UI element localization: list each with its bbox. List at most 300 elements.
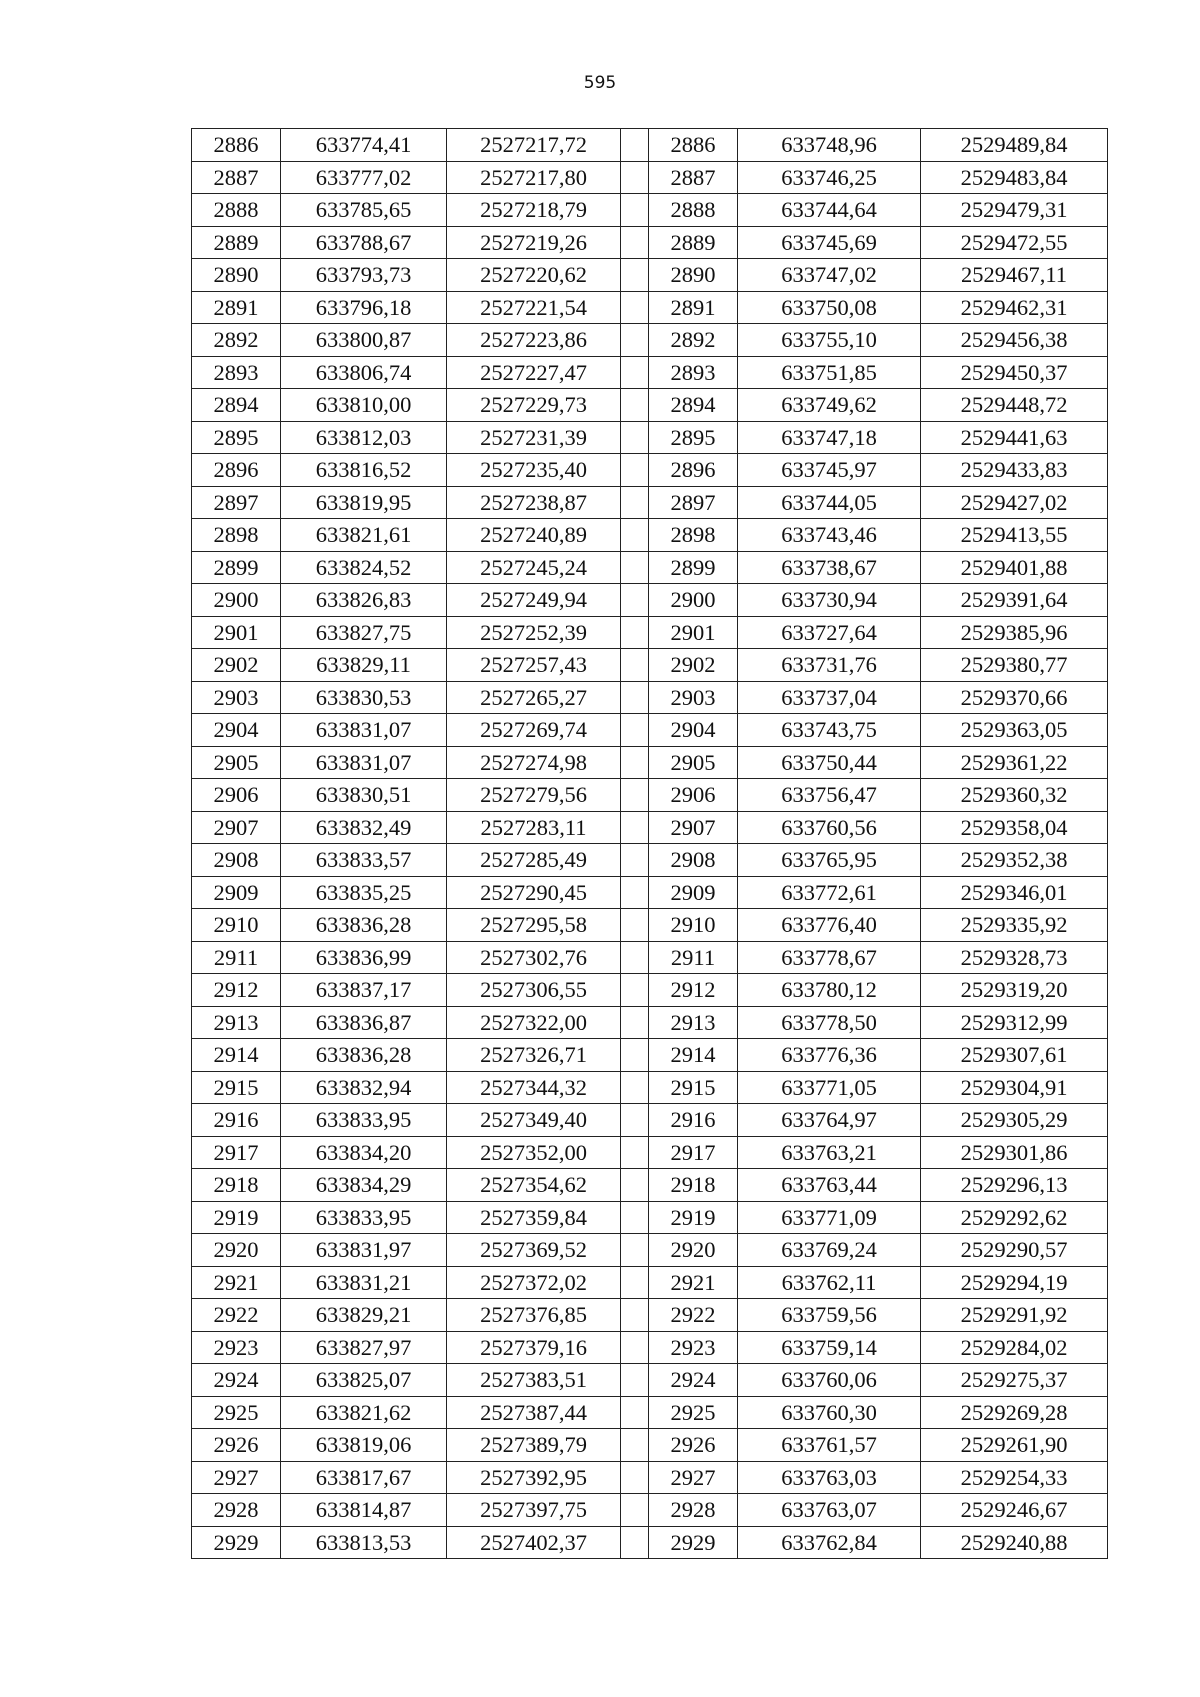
left-y-coordinate-cell: 2527369,52 [447, 1234, 621, 1267]
right-y-coordinate-cell: 2529483,84 [921, 161, 1108, 194]
right-y-coordinate-cell: 2529305,29 [921, 1104, 1108, 1137]
table-row [192, 1494, 1108, 1527]
right-y-coordinate-cell: 2529296,13 [921, 1169, 1108, 1202]
right-point-number-cell: 2901 [649, 616, 738, 649]
right-x-coordinate-cell: 633743,46 [738, 519, 921, 552]
left-x-coordinate-cell: 633826,83 [281, 584, 447, 617]
table-row [192, 616, 1108, 649]
separator-cell [621, 1136, 649, 1169]
left-x-coordinate-cell: 633827,97 [281, 1331, 447, 1364]
left-point-number-cell: 2928 [192, 1494, 281, 1527]
right-x-coordinate-cell: 633778,50 [738, 1006, 921, 1039]
separator-cell [621, 1201, 649, 1234]
right-y-coordinate-cell: 2529284,02 [921, 1331, 1108, 1364]
separator-cell [621, 844, 649, 877]
separator-cell [621, 714, 649, 747]
right-x-coordinate-cell: 633747,02 [738, 259, 921, 292]
left-x-coordinate-cell: 633832,49 [281, 811, 447, 844]
left-point-number-cell: 2921 [192, 1266, 281, 1299]
left-y-coordinate-cell: 2527290,45 [447, 876, 621, 909]
separator-cell [621, 974, 649, 1007]
right-x-coordinate-cell: 633759,56 [738, 1299, 921, 1332]
right-x-coordinate-cell: 633756,47 [738, 779, 921, 812]
table-row [192, 226, 1108, 259]
table-row [192, 1396, 1108, 1429]
separator-cell [621, 551, 649, 584]
left-x-coordinate-cell: 633777,02 [281, 161, 447, 194]
right-y-coordinate-cell: 2529472,55 [921, 226, 1108, 259]
table-row [192, 259, 1108, 292]
left-point-number-cell: 2891 [192, 291, 281, 324]
left-point-number-cell: 2925 [192, 1396, 281, 1429]
left-y-coordinate-cell: 2527359,84 [447, 1201, 621, 1234]
right-y-coordinate-cell: 2529467,11 [921, 259, 1108, 292]
right-y-coordinate-cell: 2529312,99 [921, 1006, 1108, 1039]
right-y-coordinate-cell: 2529456,38 [921, 324, 1108, 357]
left-y-coordinate-cell: 2527352,00 [447, 1136, 621, 1169]
right-y-coordinate-cell: 2529269,28 [921, 1396, 1108, 1429]
left-x-coordinate-cell: 633831,97 [281, 1234, 447, 1267]
right-x-coordinate-cell: 633730,94 [738, 584, 921, 617]
separator-cell [621, 486, 649, 519]
separator-cell [621, 1234, 649, 1267]
left-x-coordinate-cell: 633829,11 [281, 649, 447, 682]
right-point-number-cell: 2893 [649, 356, 738, 389]
separator-cell [621, 129, 649, 162]
right-y-coordinate-cell: 2529450,37 [921, 356, 1108, 389]
right-y-coordinate-cell: 2529346,01 [921, 876, 1108, 909]
left-point-number-cell: 2902 [192, 649, 281, 682]
table-row [192, 1071, 1108, 1104]
right-y-coordinate-cell: 2529462,31 [921, 291, 1108, 324]
left-point-number-cell: 2897 [192, 486, 281, 519]
left-y-coordinate-cell: 2527279,56 [447, 779, 621, 812]
left-x-coordinate-cell: 633834,20 [281, 1136, 447, 1169]
left-x-coordinate-cell: 633837,17 [281, 974, 447, 1007]
left-y-coordinate-cell: 2527274,98 [447, 746, 621, 779]
left-y-coordinate-cell: 2527227,47 [447, 356, 621, 389]
left-y-coordinate-cell: 2527223,86 [447, 324, 621, 357]
table-row [192, 1299, 1108, 1332]
right-x-coordinate-cell: 633745,69 [738, 226, 921, 259]
right-x-coordinate-cell: 633737,04 [738, 681, 921, 714]
right-x-coordinate-cell: 633764,97 [738, 1104, 921, 1137]
right-x-coordinate-cell: 633748,96 [738, 129, 921, 162]
left-point-number-cell: 2926 [192, 1429, 281, 1462]
right-x-coordinate-cell: 633769,24 [738, 1234, 921, 1267]
right-point-number-cell: 2929 [649, 1526, 738, 1559]
table-row [192, 649, 1108, 682]
left-point-number-cell: 2917 [192, 1136, 281, 1169]
left-x-coordinate-cell: 633836,87 [281, 1006, 447, 1039]
right-point-number-cell: 2914 [649, 1039, 738, 1072]
right-y-coordinate-cell: 2529319,20 [921, 974, 1108, 1007]
right-x-coordinate-cell: 633738,67 [738, 551, 921, 584]
table-row [192, 551, 1108, 584]
table-row [192, 129, 1108, 162]
table-row [192, 1526, 1108, 1559]
left-x-coordinate-cell: 633831,21 [281, 1266, 447, 1299]
left-y-coordinate-cell: 2527240,89 [447, 519, 621, 552]
left-y-coordinate-cell: 2527354,62 [447, 1169, 621, 1202]
left-point-number-cell: 2899 [192, 551, 281, 584]
right-point-number-cell: 2891 [649, 291, 738, 324]
table-row [192, 389, 1108, 422]
right-point-number-cell: 2917 [649, 1136, 738, 1169]
table-row [192, 714, 1108, 747]
separator-cell [621, 1104, 649, 1137]
left-point-number-cell: 2920 [192, 1234, 281, 1267]
right-point-number-cell: 2906 [649, 779, 738, 812]
separator-cell [621, 1396, 649, 1429]
right-x-coordinate-cell: 633763,44 [738, 1169, 921, 1202]
left-y-coordinate-cell: 2527283,11 [447, 811, 621, 844]
separator-cell [621, 1331, 649, 1364]
table-row [192, 941, 1108, 974]
right-x-coordinate-cell: 633771,05 [738, 1071, 921, 1104]
left-x-coordinate-cell: 633833,57 [281, 844, 447, 877]
table-row [192, 811, 1108, 844]
left-y-coordinate-cell: 2527376,85 [447, 1299, 621, 1332]
left-x-coordinate-cell: 633813,53 [281, 1526, 447, 1559]
separator-cell [621, 1494, 649, 1527]
left-x-coordinate-cell: 633810,00 [281, 389, 447, 422]
left-point-number-cell: 2894 [192, 389, 281, 422]
separator-cell [621, 1266, 649, 1299]
left-point-number-cell: 2903 [192, 681, 281, 714]
left-point-number-cell: 2892 [192, 324, 281, 357]
table-row [192, 519, 1108, 552]
right-x-coordinate-cell: 633760,06 [738, 1364, 921, 1397]
right-y-coordinate-cell: 2529358,04 [921, 811, 1108, 844]
table-row [192, 1234, 1108, 1267]
table-row [192, 584, 1108, 617]
left-point-number-cell: 2886 [192, 129, 281, 162]
left-y-coordinate-cell: 2527383,51 [447, 1364, 621, 1397]
separator-cell [621, 519, 649, 552]
right-x-coordinate-cell: 633763,03 [738, 1461, 921, 1494]
right-x-coordinate-cell: 633760,56 [738, 811, 921, 844]
left-x-coordinate-cell: 633830,53 [281, 681, 447, 714]
right-point-number-cell: 2896 [649, 454, 738, 487]
right-x-coordinate-cell: 633759,14 [738, 1331, 921, 1364]
right-point-number-cell: 2888 [649, 194, 738, 227]
left-x-coordinate-cell: 633832,94 [281, 1071, 447, 1104]
separator-cell [621, 226, 649, 259]
right-y-coordinate-cell: 2529307,61 [921, 1039, 1108, 1072]
left-x-coordinate-cell: 633774,41 [281, 129, 447, 162]
separator-cell [621, 616, 649, 649]
right-x-coordinate-cell: 633745,97 [738, 454, 921, 487]
left-x-coordinate-cell: 633830,51 [281, 779, 447, 812]
left-y-coordinate-cell: 2527221,54 [447, 291, 621, 324]
separator-cell [621, 161, 649, 194]
right-y-coordinate-cell: 2529292,62 [921, 1201, 1108, 1234]
right-point-number-cell: 2909 [649, 876, 738, 909]
table-row [192, 161, 1108, 194]
separator-cell [621, 779, 649, 812]
table-row [192, 1169, 1108, 1202]
left-y-coordinate-cell: 2527265,27 [447, 681, 621, 714]
left-x-coordinate-cell: 633819,06 [281, 1429, 447, 1462]
separator-cell [621, 1526, 649, 1559]
right-point-number-cell: 2910 [649, 909, 738, 942]
left-y-coordinate-cell: 2527349,40 [447, 1104, 621, 1137]
right-point-number-cell: 2886 [649, 129, 738, 162]
right-point-number-cell: 2912 [649, 974, 738, 1007]
left-y-coordinate-cell: 2527372,02 [447, 1266, 621, 1299]
left-point-number-cell: 2904 [192, 714, 281, 747]
right-y-coordinate-cell: 2529261,90 [921, 1429, 1108, 1462]
right-y-coordinate-cell: 2529489,84 [921, 129, 1108, 162]
left-y-coordinate-cell: 2527257,43 [447, 649, 621, 682]
coordinates-table [191, 128, 1108, 1559]
left-point-number-cell: 2911 [192, 941, 281, 974]
right-x-coordinate-cell: 633762,84 [738, 1526, 921, 1559]
separator-cell [621, 1299, 649, 1332]
separator-cell [621, 259, 649, 292]
left-y-coordinate-cell: 2527387,44 [447, 1396, 621, 1429]
table-row [192, 194, 1108, 227]
left-y-coordinate-cell: 2527344,32 [447, 1071, 621, 1104]
left-point-number-cell: 2901 [192, 616, 281, 649]
right-x-coordinate-cell: 633743,75 [738, 714, 921, 747]
separator-cell [621, 389, 649, 422]
left-x-coordinate-cell: 633824,52 [281, 551, 447, 584]
separator-cell [621, 746, 649, 779]
left-x-coordinate-cell: 633829,21 [281, 1299, 447, 1332]
left-x-coordinate-cell: 633817,67 [281, 1461, 447, 1494]
table-row [192, 876, 1108, 909]
left-x-coordinate-cell: 633831,07 [281, 746, 447, 779]
left-y-coordinate-cell: 2527269,74 [447, 714, 621, 747]
right-x-coordinate-cell: 633778,67 [738, 941, 921, 974]
right-x-coordinate-cell: 633746,25 [738, 161, 921, 194]
right-x-coordinate-cell: 633727,64 [738, 616, 921, 649]
left-x-coordinate-cell: 633836,99 [281, 941, 447, 974]
separator-cell [621, 1169, 649, 1202]
separator-cell [621, 194, 649, 227]
left-point-number-cell: 2905 [192, 746, 281, 779]
right-point-number-cell: 2920 [649, 1234, 738, 1267]
table-row [192, 1136, 1108, 1169]
right-point-number-cell: 2926 [649, 1429, 738, 1462]
right-point-number-cell: 2905 [649, 746, 738, 779]
right-y-coordinate-cell: 2529240,88 [921, 1526, 1108, 1559]
right-point-number-cell: 2921 [649, 1266, 738, 1299]
left-x-coordinate-cell: 633816,52 [281, 454, 447, 487]
separator-cell [621, 291, 649, 324]
left-x-coordinate-cell: 633788,67 [281, 226, 447, 259]
right-point-number-cell: 2902 [649, 649, 738, 682]
left-point-number-cell: 2890 [192, 259, 281, 292]
right-point-number-cell: 2897 [649, 486, 738, 519]
right-x-coordinate-cell: 633763,07 [738, 1494, 921, 1527]
left-y-coordinate-cell: 2527326,71 [447, 1039, 621, 1072]
right-x-coordinate-cell: 633750,44 [738, 746, 921, 779]
table-row [192, 746, 1108, 779]
table-row [192, 1039, 1108, 1072]
right-y-coordinate-cell: 2529391,64 [921, 584, 1108, 617]
table-row [192, 486, 1108, 519]
left-point-number-cell: 2908 [192, 844, 281, 877]
left-point-number-cell: 2922 [192, 1299, 281, 1332]
right-x-coordinate-cell: 633755,10 [738, 324, 921, 357]
left-y-coordinate-cell: 2527252,39 [447, 616, 621, 649]
right-y-coordinate-cell: 2529294,19 [921, 1266, 1108, 1299]
left-point-number-cell: 2913 [192, 1006, 281, 1039]
left-point-number-cell: 2895 [192, 421, 281, 454]
right-point-number-cell: 2927 [649, 1461, 738, 1494]
right-point-number-cell: 2913 [649, 1006, 738, 1039]
separator-cell [621, 909, 649, 942]
left-y-coordinate-cell: 2527379,16 [447, 1331, 621, 1364]
right-point-number-cell: 2892 [649, 324, 738, 357]
left-y-coordinate-cell: 2527245,24 [447, 551, 621, 584]
left-point-number-cell: 2924 [192, 1364, 281, 1397]
right-point-number-cell: 2890 [649, 259, 738, 292]
left-x-coordinate-cell: 633821,62 [281, 1396, 447, 1429]
separator-cell [621, 1364, 649, 1397]
left-y-coordinate-cell: 2527302,76 [447, 941, 621, 974]
left-x-coordinate-cell: 633800,87 [281, 324, 447, 357]
coordinates-table-body [192, 129, 1108, 1559]
left-point-number-cell: 2898 [192, 519, 281, 552]
table-row [192, 974, 1108, 1007]
right-y-coordinate-cell: 2529301,86 [921, 1136, 1108, 1169]
left-y-coordinate-cell: 2527392,95 [447, 1461, 621, 1494]
left-point-number-cell: 2909 [192, 876, 281, 909]
table-row [192, 1266, 1108, 1299]
left-y-coordinate-cell: 2527219,26 [447, 226, 621, 259]
right-y-coordinate-cell: 2529427,02 [921, 486, 1108, 519]
table-row [192, 1429, 1108, 1462]
right-x-coordinate-cell: 633772,61 [738, 876, 921, 909]
left-y-coordinate-cell: 2527285,49 [447, 844, 621, 877]
left-x-coordinate-cell: 633835,25 [281, 876, 447, 909]
left-y-coordinate-cell: 2527389,79 [447, 1429, 621, 1462]
right-y-coordinate-cell: 2529380,77 [921, 649, 1108, 682]
table-row [192, 1201, 1108, 1234]
right-x-coordinate-cell: 633751,85 [738, 356, 921, 389]
right-x-coordinate-cell: 633780,12 [738, 974, 921, 1007]
right-y-coordinate-cell: 2529360,32 [921, 779, 1108, 812]
separator-cell [621, 324, 649, 357]
separator-cell [621, 1071, 649, 1104]
right-x-coordinate-cell: 633744,05 [738, 486, 921, 519]
right-x-coordinate-cell: 633731,76 [738, 649, 921, 682]
right-y-coordinate-cell: 2529290,57 [921, 1234, 1108, 1267]
right-point-number-cell: 2919 [649, 1201, 738, 1234]
right-point-number-cell: 2925 [649, 1396, 738, 1429]
left-x-coordinate-cell: 633836,28 [281, 1039, 447, 1072]
table-row [192, 1006, 1108, 1039]
left-x-coordinate-cell: 633819,95 [281, 486, 447, 519]
right-point-number-cell: 2924 [649, 1364, 738, 1397]
left-y-coordinate-cell: 2527229,73 [447, 389, 621, 422]
left-y-coordinate-cell: 2527402,37 [447, 1526, 621, 1559]
right-point-number-cell: 2928 [649, 1494, 738, 1527]
left-y-coordinate-cell: 2527231,39 [447, 421, 621, 454]
separator-cell [621, 454, 649, 487]
left-point-number-cell: 2893 [192, 356, 281, 389]
right-y-coordinate-cell: 2529479,31 [921, 194, 1108, 227]
left-y-coordinate-cell: 2527397,75 [447, 1494, 621, 1527]
left-x-coordinate-cell: 633833,95 [281, 1104, 447, 1137]
right-point-number-cell: 2916 [649, 1104, 738, 1137]
right-point-number-cell: 2887 [649, 161, 738, 194]
table-row [192, 779, 1108, 812]
right-point-number-cell: 2899 [649, 551, 738, 584]
table-row [192, 1331, 1108, 1364]
separator-cell [621, 421, 649, 454]
separator-cell [621, 649, 649, 682]
right-x-coordinate-cell: 633744,64 [738, 194, 921, 227]
right-y-coordinate-cell: 2529441,63 [921, 421, 1108, 454]
right-point-number-cell: 2908 [649, 844, 738, 877]
separator-cell [621, 1429, 649, 1462]
left-y-coordinate-cell: 2527238,87 [447, 486, 621, 519]
left-y-coordinate-cell: 2527217,80 [447, 161, 621, 194]
left-y-coordinate-cell: 2527249,94 [447, 584, 621, 617]
left-y-coordinate-cell: 2527295,58 [447, 909, 621, 942]
right-x-coordinate-cell: 633776,40 [738, 909, 921, 942]
right-y-coordinate-cell: 2529275,37 [921, 1364, 1108, 1397]
table-row [192, 454, 1108, 487]
left-point-number-cell: 2929 [192, 1526, 281, 1559]
left-x-coordinate-cell: 633796,18 [281, 291, 447, 324]
left-point-number-cell: 2910 [192, 909, 281, 942]
right-point-number-cell: 2889 [649, 226, 738, 259]
left-point-number-cell: 2889 [192, 226, 281, 259]
left-point-number-cell: 2896 [192, 454, 281, 487]
right-point-number-cell: 2903 [649, 681, 738, 714]
right-y-coordinate-cell: 2529448,72 [921, 389, 1108, 422]
separator-cell [621, 584, 649, 617]
table-row [192, 844, 1108, 877]
page-number: 595 [583, 73, 617, 93]
left-point-number-cell: 2912 [192, 974, 281, 1007]
left-x-coordinate-cell: 633831,07 [281, 714, 447, 747]
left-point-number-cell: 2916 [192, 1104, 281, 1137]
right-point-number-cell: 2894 [649, 389, 738, 422]
left-x-coordinate-cell: 633785,65 [281, 194, 447, 227]
right-point-number-cell: 2911 [649, 941, 738, 974]
right-y-coordinate-cell: 2529361,22 [921, 746, 1108, 779]
right-y-coordinate-cell: 2529254,33 [921, 1461, 1108, 1494]
separator-cell [621, 1006, 649, 1039]
left-point-number-cell: 2919 [192, 1201, 281, 1234]
left-x-coordinate-cell: 633827,75 [281, 616, 447, 649]
left-x-coordinate-cell: 633825,07 [281, 1364, 447, 1397]
left-x-coordinate-cell: 633812,03 [281, 421, 447, 454]
right-point-number-cell: 2900 [649, 584, 738, 617]
left-point-number-cell: 2923 [192, 1331, 281, 1364]
right-x-coordinate-cell: 633776,36 [738, 1039, 921, 1072]
right-point-number-cell: 2923 [649, 1331, 738, 1364]
right-x-coordinate-cell: 633747,18 [738, 421, 921, 454]
table-row [192, 1461, 1108, 1494]
left-point-number-cell: 2888 [192, 194, 281, 227]
right-point-number-cell: 2895 [649, 421, 738, 454]
table-row [192, 291, 1108, 324]
left-x-coordinate-cell: 633836,28 [281, 909, 447, 942]
separator-cell [621, 681, 649, 714]
left-point-number-cell: 2907 [192, 811, 281, 844]
right-point-number-cell: 2907 [649, 811, 738, 844]
right-point-number-cell: 2904 [649, 714, 738, 747]
right-y-coordinate-cell: 2529363,05 [921, 714, 1108, 747]
